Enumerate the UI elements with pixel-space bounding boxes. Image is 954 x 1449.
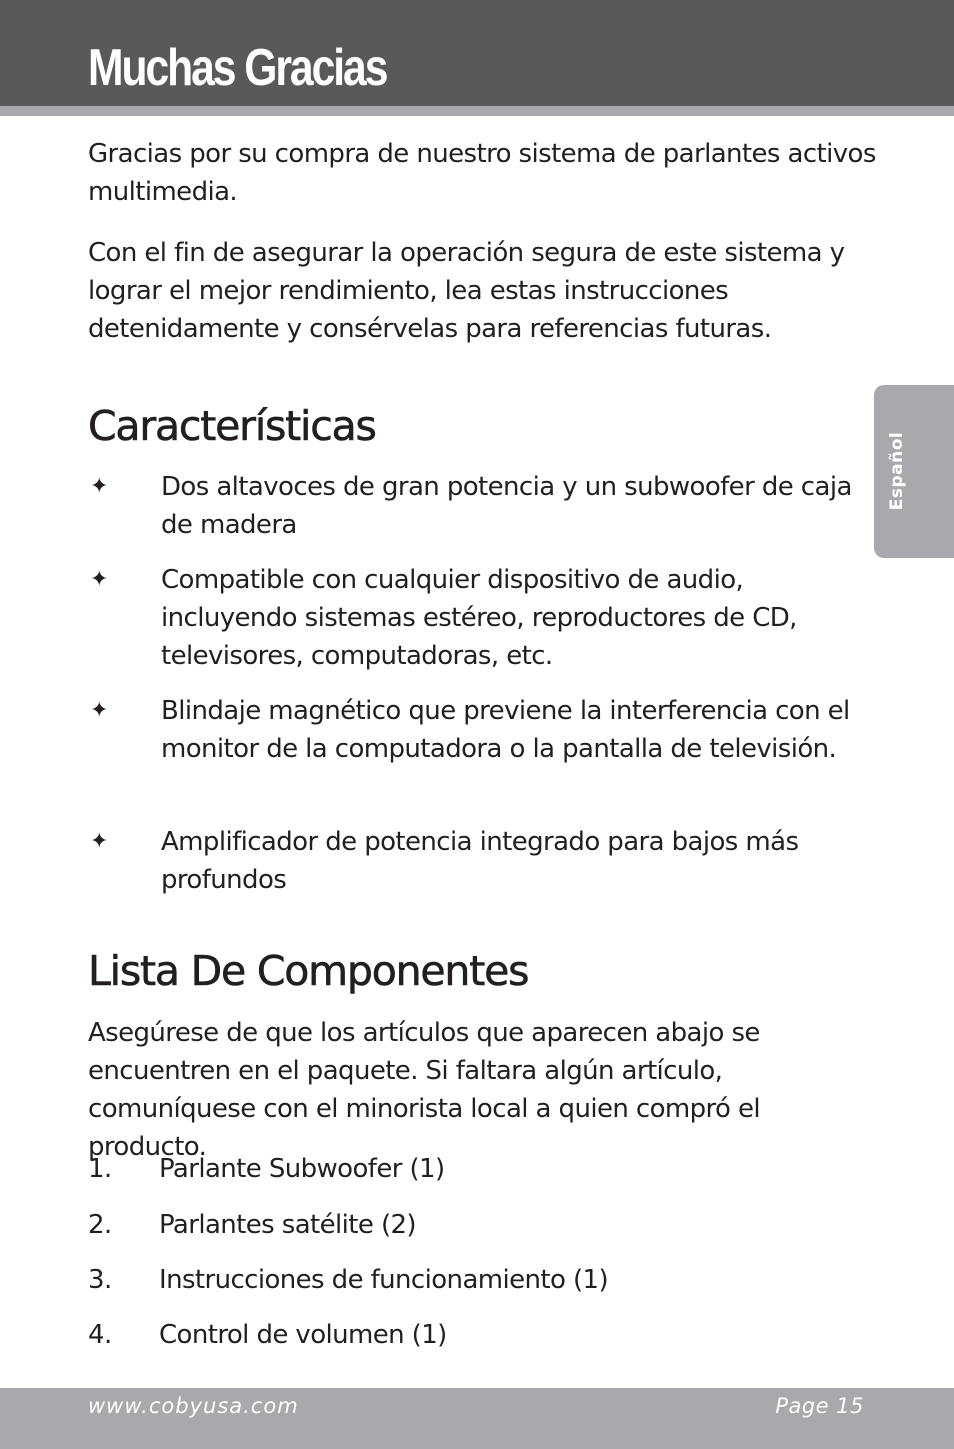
language-tab: [874, 385, 954, 558]
component-item-number: 1.: [88, 1154, 112, 1184]
feature-item-text: Blindaje magnético que previene la interferencia con el monitor de la computadora o la pantalla de televisión.: [161, 696, 850, 764]
intro-paragraph-2: Con el fin de asegurar la operación segura de este sistema y lograr el mejor rendimiento, lea estas instrucciones detenidamente y consérvelas para referencias futuras.: [88, 238, 845, 344]
component-item-number: 4.: [88, 1320, 112, 1350]
component-item-text: Parlantes satélite (2): [159, 1210, 416, 1240]
intro-paragraph-1: Gracias por su compra de nuestro sistema de parlantes activos multimedia.: [88, 139, 876, 207]
features-heading: Características: [88, 402, 376, 450]
feature-item: [88, 468, 878, 544]
feature-item-text: Amplificador de potencia integrado para bajos más profundos: [161, 827, 799, 895]
page-number: Page 15: [775, 1394, 864, 1418]
four-point-star-icon: ✦: [90, 829, 108, 854]
component-item: [88, 1206, 878, 1244]
components-intro: Asegúrese de que los artículos que aparecen abajo se encuentren en el paquete. Si faltara algún artículo, comuníquese con el minorista local a quien compró el producto.: [88, 1018, 761, 1162]
component-item-text: Instrucciones de funcionamiento (1): [159, 1265, 608, 1295]
page-title: Muchas Gracias: [88, 39, 387, 97]
feature-item: [88, 561, 878, 675]
feature-item: [88, 692, 878, 768]
feature-item: [88, 823, 878, 899]
header-stripe: [0, 106, 954, 116]
component-item: [88, 1316, 878, 1354]
component-item-text: Parlante Subwoofer (1): [159, 1154, 445, 1184]
feature-item-text: Compatible con cualquier dispositivo de audio, incluyendo sistemas estéreo, reproductores de CD, televisores, computadoras, etc.: [161, 565, 797, 671]
footer-website: www.cobyusa.com: [88, 1394, 299, 1418]
component-item-number: 3.: [88, 1265, 112, 1295]
component-item-number: 2.: [88, 1210, 112, 1240]
components-heading: Lista De Componentes: [88, 947, 529, 995]
four-point-star-icon: ✦: [90, 474, 108, 499]
four-point-star-icon: ✦: [90, 698, 108, 723]
component-item-text: Control de volumen (1): [159, 1320, 447, 1350]
four-point-star-icon: ✦: [90, 567, 108, 592]
feature-item-text: Dos altavoces de gran potencia y un subwoofer de caja de madera: [161, 472, 852, 540]
component-item: [88, 1261, 878, 1299]
language-tab-label: Español: [887, 431, 907, 511]
component-item: [88, 1150, 878, 1188]
